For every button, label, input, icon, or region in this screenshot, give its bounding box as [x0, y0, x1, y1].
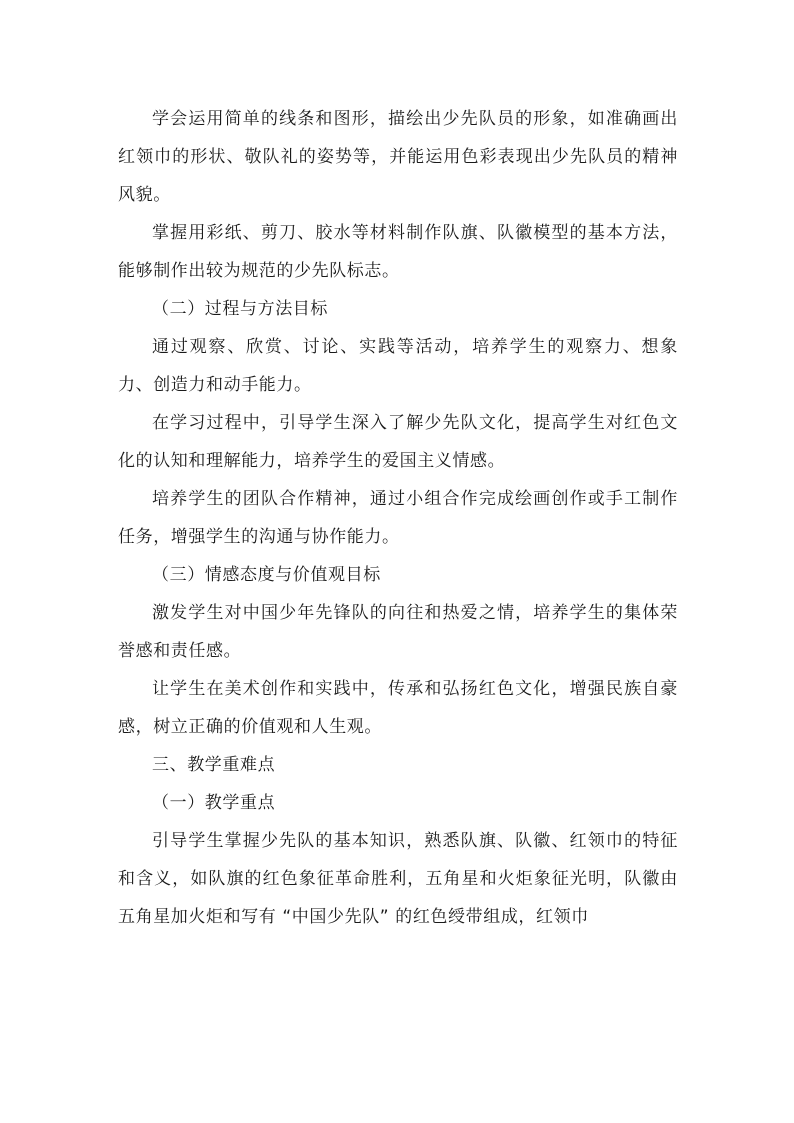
heading-key-difficult-points: 三、教学重难点 — [152, 755, 276, 775]
paragraph-teamwork: 培养学生的团队合作精神，通过小组合作完成绘画创作或手工制作任务，增强学生的沟通与协作能力。 — [118, 489, 678, 547]
document-body — [118, 100, 678, 936]
paragraph-basic-knowledge: 引导学生掌握少先队的基本知识，熟悉队旗、队徽、红领巾的特征和含义，如队旗的红色象征革命胜利，五角星和火炬象征光明，队徽由五角星加火炬和写有 “中国少先队” 的红色绶带组成，红领巾 — [118, 831, 678, 927]
heading-process-method-goals: （二）过程与方法目标 — [152, 299, 328, 319]
paragraph-learning-process: 在学习过程中，引导学生深入了解少先队文化，提高学生对红色文化的认知和理解能力，培养学生的爱国主义情感。 — [118, 413, 678, 471]
paragraph-inspire-students: 激发学生对中国少年先锋队的向往和热爱之情，培养学生的集体荣誉感和责任感。 — [118, 603, 678, 661]
paragraph-crafting-skills: 掌握用彩纸、剪刀、胶水等材料制作队旗、队徽模型的基本方法，能够制作出较为规范的少先队标志。 — [118, 223, 678, 281]
paragraph-drawing-skills: 学会运用简单的线条和图形，描绘出少先队员的形象，如准确画出红领巾的形状、敬队礼的姿势等，并能运用色彩表现出少先队员的精神风貌。 — [118, 109, 678, 205]
paragraph-red-culture: 让学生在美术创作和实践中，传承和弘扬红色文化，增强民族自豪感，树立正确的价值观和人生观。 — [118, 679, 678, 737]
paragraph-observation-activities: 通过观察、欣赏、讨论、实践等活动，培养学生的观察力、想象力、创造力和动手能力。 — [118, 337, 678, 395]
heading-teaching-focus: （一）教学重点 — [152, 793, 276, 813]
heading-attitude-values-goals: （三）情感态度与价值观目标 — [152, 565, 381, 585]
